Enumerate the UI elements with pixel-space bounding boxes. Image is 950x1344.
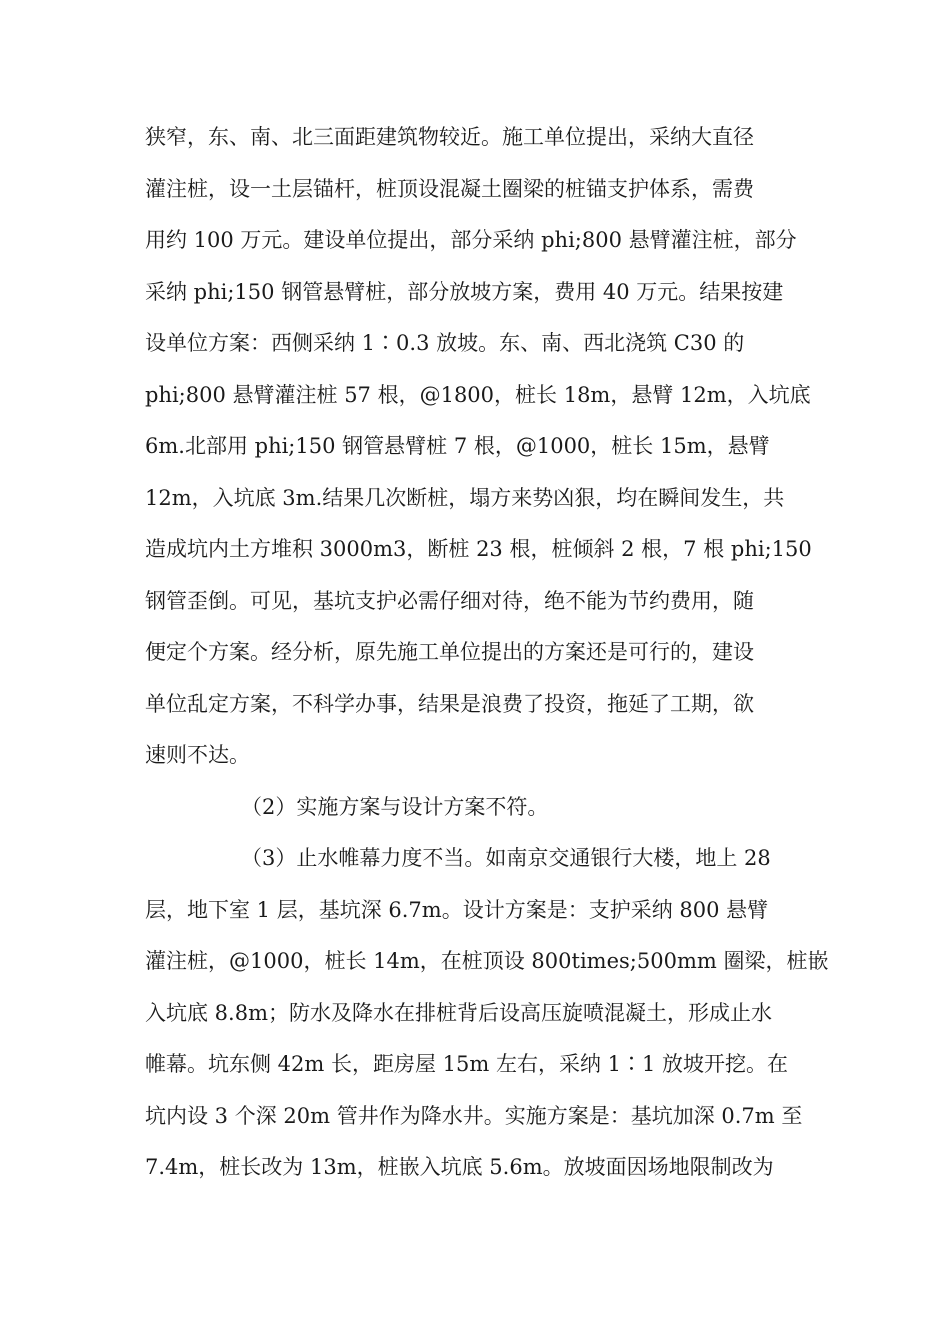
text-line: 用约 100 万元。建设单位提出，部分采纳 phi;800 悬臂灌注桩，部分 <box>145 228 797 252</box>
text-line: 12m，入坑底 3m.结果几次断桩，塌方来势凶狠，均在瞬间发生，共 <box>145 485 785 510</box>
text-line: （3）止水帷幕力度不当。如南京交通银行大楼，地上 28 <box>241 846 771 870</box>
text-line: 6m.北部用 phi;150 钢管悬臂桩 7 根，@1000，桩长 15m，悬臂 <box>145 434 770 458</box>
text-line: 帷幕。坑东侧 42m 长，距房屋 15m 左右，采纳 1∶1 放坡开挖。在 <box>145 1052 789 1076</box>
text-line: 采纳 phi;150 钢管悬臂桩，部分放坡方案，费用 40 万元。结果按建 <box>145 279 784 304</box>
text-line: （2）实施方案与设计方案不符。 <box>241 794 549 819</box>
text-line: 设单位方案：西侧采纳 1∶0.3 放坡。东、南、西北浇筑 C30 的 <box>145 331 745 355</box>
text-line: 便定个方案。经分析，原先施工单位提出的方案还是可行的，建设 <box>145 640 754 664</box>
text-line: 速则不达。 <box>145 743 250 767</box>
body-text <box>145 118 829 1200</box>
text-line: 灌注桩，@1000，桩长 14m，在桩顶设 800times;500mm 圈梁，桩嵌 <box>145 949 829 973</box>
text-line: 单位乱定方案，不科学办事，结果是浪费了投资，拖延了工期，欲 <box>145 691 754 716</box>
text-line: 钢管歪倒。可见，基坑支护必需仔细对待，绝不能为节约费用，随 <box>145 588 754 613</box>
text-line: 造成坑内土方堆积 3000m3，断桩 23 根，桩倾斜 2 根，7 根 phi;150 <box>145 537 812 561</box>
text-line: 层，地下室 1 层，基坑深 6.7m。设计方案是：支护采纳 800 悬臂 <box>145 897 769 922</box>
text-line: 狭窄，东、南、北三面距建筑物较近。施工单位提出，采纳大直径 <box>145 125 754 149</box>
text-line: 坑内设 3 个深 20m 管井作为降水井。实施方案是：基坑加深 0.7m 至 <box>145 1103 803 1128</box>
text-line: phi;800 悬臂灌注桩 57 根，@1800，桩长 18m，悬臂 12m，入坑底 <box>145 382 811 407</box>
text-line: 灌注桩，设一土层锚杆，桩顶设混凝土圈梁的桩锚支护体系，需费 <box>145 176 754 201</box>
text-line: 7.4m，桩长改为 13m，桩嵌入坑底 5.6m。放坡面因场地限制改为 <box>145 1155 774 1179</box>
text-line: 入坑底 8.8m；防水及降水在排桩背后设高压旋喷混凝土，形成止水 <box>145 1000 772 1025</box>
